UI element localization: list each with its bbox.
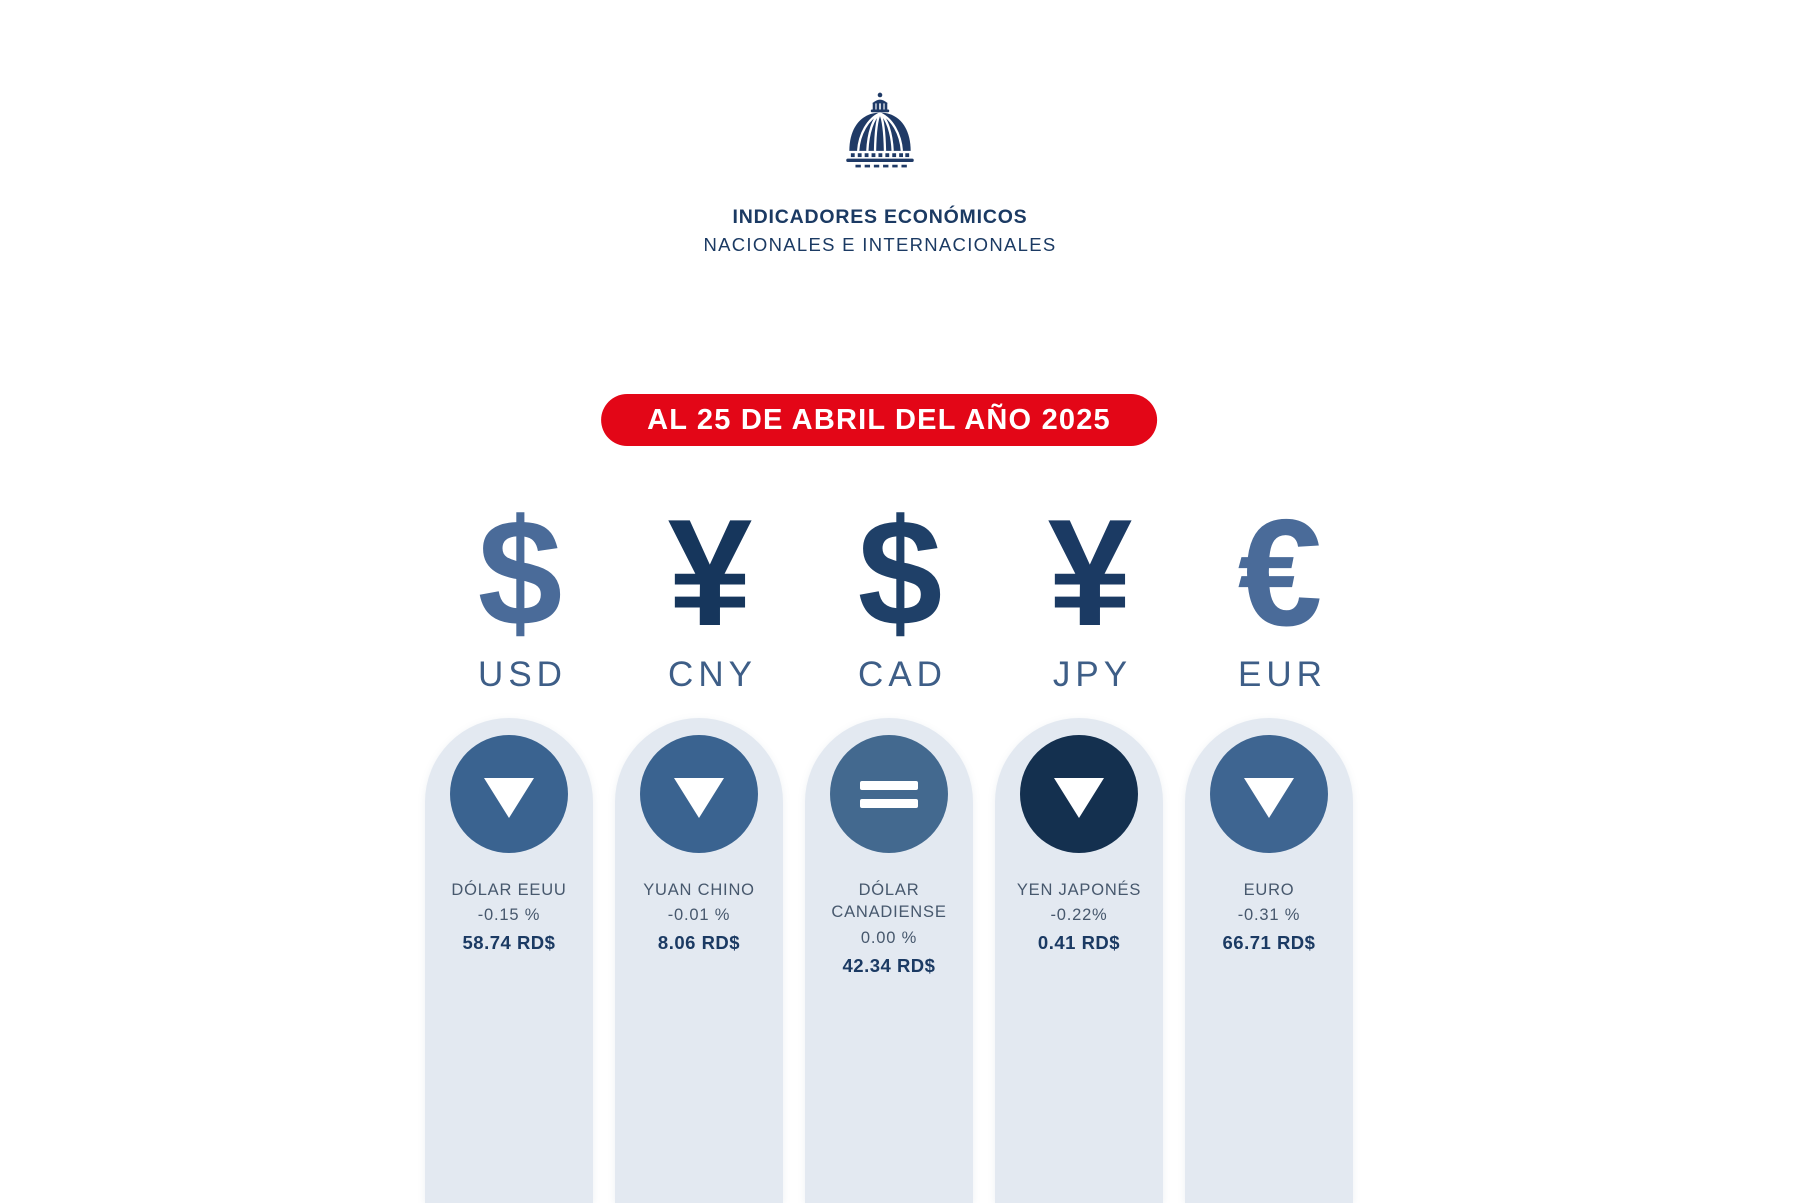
currency-card-usd — [425, 718, 593, 1203]
page-title: INDICADORES ECONÓMICOS — [732, 206, 1028, 228]
currency-column-cad — [805, 488, 995, 695]
currency-change: -0.31 % — [1237, 906, 1301, 925]
currency-name: YEN JAPONÉS — [1016, 881, 1142, 899]
currency-column-jpy — [995, 488, 1185, 695]
currency-change: -0.01 % — [667, 906, 731, 925]
trend-down-icon — [1244, 778, 1294, 818]
yen-sign-icon: ¥ — [667, 488, 753, 658]
currency-name: YUAN CHINO — [643, 881, 755, 899]
dome-icon — [834, 88, 926, 174]
currency-code: EUR — [1238, 655, 1327, 694]
currency-card-cad — [805, 718, 973, 1203]
euro-sign-icon: € — [1237, 488, 1323, 658]
trend-down-icon — [484, 778, 534, 818]
currency-change: 0.00 % — [860, 928, 918, 947]
currency-column-usd — [425, 488, 615, 695]
currency-code: JPY — [1052, 655, 1133, 694]
page-subtitle: NACIONALES E INTERNACIONALES — [703, 234, 1057, 255]
currency-change: -0.15 % — [477, 906, 541, 925]
header-titles — [703, 206, 1056, 256]
date-banner-label: AL 25 DE ABRIL DEL AÑO 2025 — [647, 403, 1111, 436]
currency-column-cny — [615, 488, 805, 695]
government-dome-logo — [832, 88, 928, 179]
trend-down-icon — [1054, 778, 1104, 818]
currency-card-cny — [615, 718, 783, 1203]
trend-equal-icon — [860, 781, 918, 808]
currency-symbols-row — [425, 488, 1375, 695]
currency-value: 66.71 RD$ — [1222, 932, 1316, 954]
currency-code: CNY — [668, 655, 757, 694]
trend-circle — [830, 735, 948, 853]
currency-name: DÓLAR CANADIENSE — [831, 881, 947, 922]
currency-value: 58.74 RD$ — [462, 932, 556, 954]
trend-down-icon — [674, 778, 724, 818]
currency-name: DÓLAR EEUU — [451, 881, 567, 899]
yen-sign-icon: ¥ — [1047, 488, 1133, 658]
date-banner — [601, 394, 1157, 446]
currency-code: CAD — [858, 655, 947, 694]
currency-value: 0.41 RD$ — [1037, 932, 1121, 954]
dollar-sign-icon: $ — [857, 488, 943, 658]
trend-circle — [1210, 735, 1328, 853]
trend-circle — [1020, 735, 1138, 853]
currency-value: 42.34 RD$ — [842, 954, 936, 976]
currency-value: 8.06 RD$ — [657, 932, 741, 954]
trend-circle — [640, 735, 758, 853]
dollar-sign-icon: $ — [477, 488, 563, 658]
currency-card-jpy — [995, 718, 1163, 1203]
currency-change: -0.22% — [1050, 906, 1108, 925]
trend-circle — [450, 735, 568, 853]
currency-column-eur — [1185, 488, 1375, 695]
currency-name: EURO — [1243, 881, 1295, 899]
currency-cards-row — [425, 718, 1375, 1203]
currency-code: USD — [478, 655, 567, 694]
currency-card-eur — [1185, 718, 1353, 1203]
